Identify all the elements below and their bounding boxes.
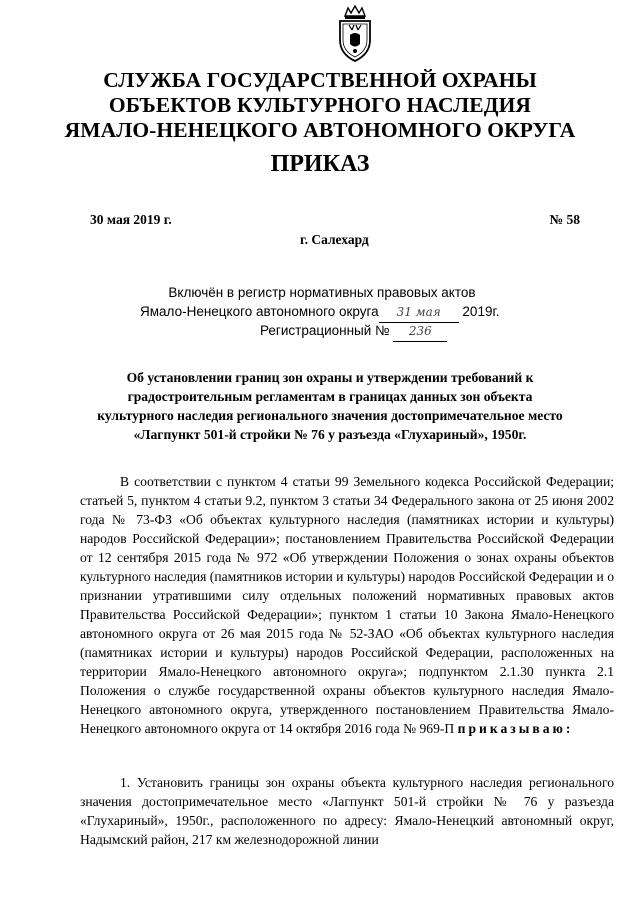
- preamble-paragraph: [80, 472, 614, 738]
- document-type: ПРИКАЗ: [270, 151, 370, 177]
- order-subject: [80, 368, 580, 444]
- registration-line3: [260, 321, 560, 342]
- agency-name: [0, 68, 640, 143]
- registration-year: 2019г.: [462, 304, 500, 319]
- order-subject-line3: культурного наследия регионального значения достопримечательное место: [97, 408, 563, 423]
- agency-name-line2: ОБЪЕКТОВ КУЛЬТУРНОГО НАСЛЕДИЯ: [108, 93, 532, 117]
- preamble-text: В соответствии с пунктом 4 статьи 99 Земельного кодекса Российской Федерации; статьей 5, пунктом 4 статьи 9.2, пунктом 3 статьи 34 Федерального закона от 25 июня 2002 года № 73-ФЗ «Об объектах культурного наследия (памятниках истории и культуры) народов Российской Федерации»; постановлением Правительства Российской Федерации от 12 сентября 2015 года № 972 «Об утверждении Положения о зонах охраны объектов культурного наследия (памятников истории и культуры) народов Российской Федерации и о признании утратившими силу отдельных положений нормативных правовых актов Правительства Российской Федерации»; пунктом 1 статьи 10 Закона Ямало-Ненецкого автономного округа от 26 мая 2015 года № 52-ЗАО «Об объектах культурного наследия (памятниках истории и культуры) народов Российской Федерации, расположенных на территории Ямало-Ненецкого автономного округа»; подпунктом 2.1.30 пункта 2.1 Положения о службе государственной охраны объектов культурного наследия Ямало-Ненецкого автономного округа, утвержденного постановлением Правительства Ямало-Ненецкого автономного округа от 14 октября 2016 года № 969-П: [80, 474, 614, 736]
- clause-1-paragraph: 1. Установить границы зон охраны объекта культурного наследия регионального значения достопримечательное место «Лагпункт 501-й стройки № 76 у разъезда «Глухариный», 1950г., расположенного по адресу: Ямало-Ненецкий автономный округ, Надымский район, 217 км железнодорожной линии: [80, 775, 614, 847]
- order-subject-line2: градостроительным регламентам в границах данных зон объекта: [127, 389, 533, 404]
- order-word: приказываю:: [457, 721, 574, 736]
- order-subject-line4: «Лагпункт 501-й стройки № 76 у разъезда «Глухариный», 1950г.: [133, 427, 527, 442]
- registration-handwritten-date: 31 мая: [379, 302, 459, 323]
- yamal-coat-of-arms-icon: [330, 4, 380, 64]
- document-date: 30 мая 2019 г.: [90, 212, 172, 227]
- registration-handwritten-number: 236: [393, 321, 447, 342]
- order-subject-line1: Об установлении границ зон охраны и утверждении требований к: [126, 370, 534, 385]
- agency-name-line3: ЯМАЛО-НЕНЕЦКОГО АВТОНОМНОГО ОКРУГА: [64, 118, 576, 142]
- registration-region: Ямало-Ненецкого автономного округа: [140, 304, 379, 319]
- registration-number-label: Регистрационный №: [260, 323, 390, 338]
- agency-name-line1: СЛУЖБА ГОСУДАРСТВЕННОЙ ОХРАНЫ: [103, 68, 537, 92]
- registration-line2: [140, 302, 550, 323]
- document-number: № 58: [549, 212, 580, 227]
- document-city: г. Салехард: [300, 232, 369, 247]
- registration-line1: Включён в регистр нормативных правовых актов: [168, 285, 476, 300]
